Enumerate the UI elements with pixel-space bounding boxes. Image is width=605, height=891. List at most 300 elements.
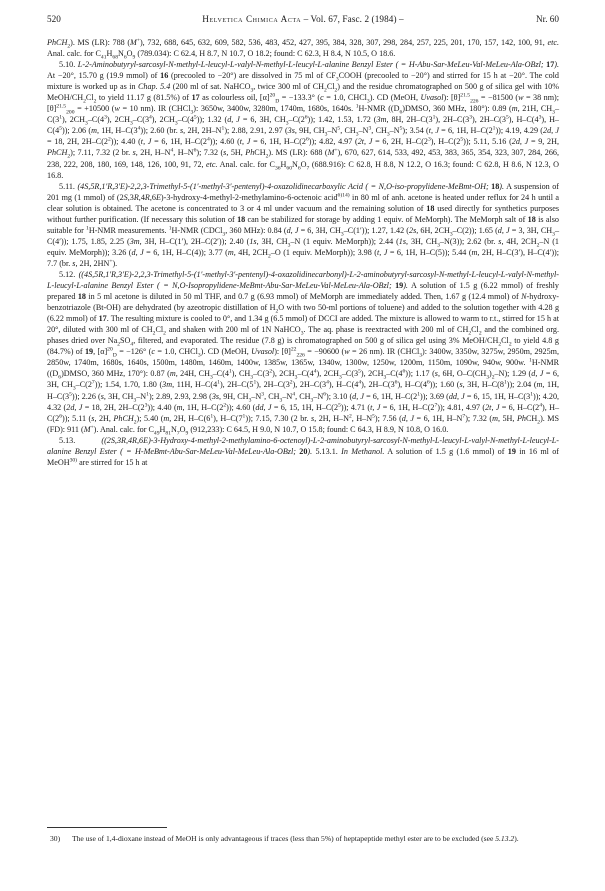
text-run: 3 <box>366 98 370 105</box>
text-run: 1 <box>492 125 496 132</box>
text-run: J <box>246 137 251 147</box>
text-run: ). <box>307 446 313 456</box>
text-run: –C(2 <box>288 115 305 125</box>
text-run: , [α] <box>93 347 108 357</box>
text-run: At −20°, 15.70 g (19.9 mmol) of <box>47 71 161 81</box>
text-run: , twice 300 ml of CH <box>253 82 325 92</box>
text-run: 3 <box>419 352 423 359</box>
text-run: 21.5 <box>460 92 471 99</box>
text-run: 2 <box>152 330 156 337</box>
text-run: = 6, 15, 1H, H–C(3 <box>464 391 531 401</box>
text-run: )); 1.42, 1.53, 1.72 ( <box>307 115 377 125</box>
text-run: 6 <box>323 390 327 397</box>
text-run: J <box>524 137 529 147</box>
text-run: 3 <box>209 375 213 382</box>
text-run: , 3H, CH <box>103 391 134 401</box>
text-run: 6)14) <box>337 191 350 198</box>
text-run: = 3, 3H, CH <box>509 225 553 235</box>
text-run: 2s <box>409 225 417 235</box>
body-text <box>47 37 559 468</box>
text-run: 2 <box>478 330 482 337</box>
text-run: J <box>78 402 83 412</box>
text-run: 2 <box>265 154 269 161</box>
text-run: 2 <box>268 253 271 260</box>
text-run: 2 <box>498 341 502 348</box>
text-run: –N <box>282 391 293 401</box>
text-run: 5 <box>338 401 341 408</box>
text-run: ), H–C(4 <box>508 115 539 125</box>
paragraph-5-12 <box>47 269 559 435</box>
text-run: 3 <box>310 397 314 404</box>
text-run: 3m <box>162 380 173 390</box>
text-run: A solution of 1.5 g (6.22 mmol) of freshly prepared <box>47 281 559 302</box>
text-run: 41 <box>100 54 107 61</box>
text-run: 2 <box>491 375 495 382</box>
text-run: ); 7.56 ( <box>374 413 402 423</box>
text-run: –C(3 <box>253 369 270 379</box>
text-run: 3 <box>300 330 304 337</box>
text-run: 3 <box>335 76 339 83</box>
text-run: –C(4 <box>212 369 229 379</box>
text-run: , 1H, H–C(2 <box>182 402 224 412</box>
text-run: 5 <box>399 125 403 132</box>
text-run: ,4 <box>138 192 145 202</box>
text-run: 6 <box>426 379 430 386</box>
text-run: ), 2H–C(3 <box>361 380 395 390</box>
text-run: , <box>143 137 148 147</box>
text-run: , 4H, 2CH <box>501 236 537 246</box>
text-run: (688.916): C 62.8, H 8.8, N 12.2, O 16.3; found: C 62.8, H 8.6, N 12.3, O 16.8. <box>47 159 559 180</box>
text-run: s <box>180 126 184 136</box>
text-run: 1 <box>210 412 214 419</box>
text-run: N <box>521 292 527 302</box>
text-run: J <box>410 413 414 423</box>
text-run: 1 <box>530 390 533 397</box>
text-run: , CH <box>264 391 280 401</box>
text-run: , 3H, CH <box>256 236 288 246</box>
text-run: 3 <box>250 87 254 94</box>
text-run: 9 <box>132 54 136 61</box>
text-run: J <box>495 402 500 412</box>
text-run: Ph <box>516 413 526 423</box>
text-run: , 3H, H–C(1′), 2H–C(2′)); 2.40 ( <box>139 236 250 246</box>
text-run: ); 5.40 ( <box>136 413 164 423</box>
text-run: . The aq. phase is reextracted with 200 ml of CH <box>303 325 469 335</box>
text-run: )); 4.71 ( <box>340 402 371 412</box>
text-run: 1 <box>168 225 172 232</box>
text-run: 3 <box>174 120 178 127</box>
text-run: 20 <box>107 346 113 353</box>
text-run: 3 <box>427 136 431 143</box>
text-run: 7 <box>462 412 466 419</box>
text-run: 5 <box>505 114 509 121</box>
text-run: t <box>239 137 243 147</box>
text-run: PhCH <box>113 413 134 423</box>
text-run: , 2H, H–N <box>135 148 171 158</box>
text-run: In Methanol. <box>341 446 385 456</box>
text-run: 4 <box>130 341 134 348</box>
text-run: 3 <box>386 132 390 138</box>
text-run: ,3 <box>127 192 134 202</box>
text-run: ), CH <box>231 369 251 379</box>
text-run: ), 2H–C(5 <box>219 380 254 390</box>
text-run: c <box>151 347 155 357</box>
text-run: and shaken with 200 ml of 1N NaHCO <box>165 325 301 335</box>
text-run: )); 5.11, 5.16 ( <box>463 137 512 147</box>
text-run: t <box>376 247 380 257</box>
text-run: 3 <box>104 114 107 121</box>
text-run: 5 <box>337 125 341 132</box>
text-run: = 6, 1H, H–C(2 <box>438 126 493 136</box>
text-run: , 1H, H–C(3 <box>96 126 138 136</box>
text-run: in 16 ml of MeOH <box>47 446 559 467</box>
text-run: ); 7.32 ( <box>196 148 224 158</box>
text-run: 18 <box>426 203 435 213</box>
text-run: and the combined org. phases dried over Na <box>47 325 559 346</box>
text-run: R <box>133 192 139 202</box>
text-run: 2 <box>133 419 137 426</box>
text-run: = 9, 2H, <box>528 137 559 147</box>
text-run: –C(3 <box>341 369 359 379</box>
text-run: ): [θ] <box>443 93 461 103</box>
text-run: + <box>136 37 140 44</box>
text-run: 2 <box>223 401 227 408</box>
text-run: (912,233): C 64.5, H 9.0, N 10.7, O 15.8; found: C 64.3, H 8.9, N 10.8, O 16.0. <box>188 424 449 434</box>
text-run: 2 <box>163 330 166 337</box>
text-run: m <box>471 247 478 257</box>
text-run: 81 <box>165 430 171 437</box>
text-run: 18 <box>527 214 536 224</box>
text-run: 18 <box>491 181 500 191</box>
text-run: )); 4.82, 4.97 ( <box>308 137 358 147</box>
text-run: s <box>459 380 463 390</box>
paragraph-ms-data <box>47 37 559 59</box>
text-run: 3 <box>538 114 542 121</box>
text-run: )DMSO, 360 MHz, 170°): 0.87 ( <box>61 369 170 379</box>
text-run: H-NMR (CDCl <box>171 225 223 235</box>
text-run: R <box>144 192 150 202</box>
text-run: 2 <box>349 412 352 419</box>
running-header <box>47 14 559 28</box>
text-run: 2 <box>67 154 71 161</box>
text-run: ); 2.88, 2.91, 2.97 ( <box>224 126 288 136</box>
text-run: m <box>492 413 498 423</box>
text-run: d <box>497 225 502 235</box>
text-run: J <box>360 391 364 401</box>
text-run: , 1H, H–C(3 <box>47 380 559 401</box>
text-run: 7 <box>434 401 438 408</box>
text-run: H-NMR ((D <box>47 358 559 379</box>
text-run: 18 <box>77 292 86 302</box>
text-run: , <box>290 225 295 235</box>
text-run: )); 4.60 ( <box>209 137 240 147</box>
text-run: ); 3.54 ( <box>402 126 429 136</box>
text-run: 3 <box>324 132 328 138</box>
text-run: s <box>434 369 438 379</box>
text-run: 9 <box>185 430 189 437</box>
text-run: d <box>286 225 291 235</box>
text-run: M <box>83 424 91 434</box>
text-run: = 6, 1H, H–C(2 <box>363 391 418 401</box>
text-run: –O (1 equiv. MeMorph)); 3.98 ( <box>270 247 377 257</box>
text-run: S <box>123 192 128 202</box>
text-run: , <box>501 225 507 235</box>
text-run: , <box>372 402 377 412</box>
text-run: , <box>364 137 369 147</box>
text-run: 3 <box>85 120 88 127</box>
text-run: 6 <box>193 147 197 154</box>
text-run: ) and the residue chromatographed on 500 g of silica gel with 10% MeOH/CH <box>47 82 559 103</box>
text-run: 5 <box>358 368 361 375</box>
text-run: , 24H, CH <box>175 369 210 379</box>
text-run: ), 2CH <box>61 115 86 125</box>
text-run: –N); 1.29 ( <box>494 369 532 379</box>
text-run: –C(4 <box>297 369 314 379</box>
text-run: ). MS (LR): 688 ( <box>268 148 328 158</box>
text-run: )); 4.81, 4.97 ( <box>437 402 486 412</box>
text-run: 1 <box>146 390 149 397</box>
text-run: –C(1′)); 1.27, 1.42 ( <box>343 225 410 235</box>
text-run: = 6, 1H, H–C(2 <box>250 137 306 147</box>
text-run: 2 <box>83 98 86 105</box>
text-run: Anal. calc. for C <box>217 159 275 169</box>
journal-title: Helvetica Chimica Acta <box>202 14 302 24</box>
text-run: , <box>135 247 141 257</box>
text-run: ((4S,5R,1′R,3′E)-2,2,3-Trimethyl-5-(1′-methyl-3′-pentenyl)-4-oxazolidinecarbonyl)-L-2-aminobutyryl-sarcosyl-N-methyl-L-leucyl-L-valyl-N-methyl-L-leucyl-L-alanine Benzyl Ester ( = N,O-Isopropylidene-MeBmt-Abu-Sar-MeLeu-Val-MeLeu-Ala-OBzl; <box>47 269 559 291</box>
text-run: ). CD (MeOH, <box>200 347 252 357</box>
text-run: ), 2CH <box>360 369 384 379</box>
text-run: 60 <box>286 165 292 172</box>
text-run: to yield 11.17 g (81.5%) of <box>96 93 192 103</box>
text-run: ), 2CH <box>316 369 340 379</box>
text-run: ,6 <box>149 192 156 202</box>
text-run: , 8H, 2H–C(3 <box>386 115 433 125</box>
text-run: 3 <box>449 231 453 238</box>
text-run: + <box>334 147 338 154</box>
text-run: , 9H, CH <box>219 391 249 401</box>
text-run: 3 <box>222 231 226 238</box>
text-run: 2 <box>334 87 338 94</box>
text-run: , 2H, 2HN <box>75 258 110 268</box>
text-run: J <box>368 137 373 147</box>
text-run: 1 <box>417 390 420 397</box>
text-run: )); 1.54, 1.70, 1.80 ( <box>94 380 163 390</box>
text-run: O <box>300 159 307 169</box>
text-run: m <box>227 247 234 257</box>
footnote-number: 30) <box>50 834 61 843</box>
text-run: ). <box>112 258 118 268</box>
text-run: 4 <box>539 401 543 408</box>
text-run: 3 <box>261 390 265 397</box>
text-run: 3 <box>469 114 473 121</box>
text-run: E <box>155 192 161 202</box>
text-run: 6 <box>59 412 62 419</box>
text-run: )); 4.40 ( <box>110 137 141 147</box>
text-run: 6 <box>304 114 308 121</box>
text-run: 1 <box>432 114 436 121</box>
text-run: c <box>320 93 324 103</box>
text-run: Ph <box>245 148 255 158</box>
text-run: 5 <box>193 114 197 121</box>
text-run: , 2H, 2H–N <box>183 126 222 136</box>
text-run: , 4H, 2CH <box>233 247 269 257</box>
text-run: O <box>126 49 133 59</box>
text-run: )); 1.60 ( <box>429 380 460 390</box>
text-run: 17 <box>98 314 107 324</box>
text-run: 6 <box>58 375 62 382</box>
text-run: = 6, 1H, H–C(4)); 3.77 ( <box>143 247 228 257</box>
text-run: d <box>401 413 406 423</box>
text-run: m <box>176 402 183 412</box>
text-run: SO <box>120 336 131 346</box>
text-run: J <box>140 247 144 257</box>
text-run: dd <box>448 391 457 401</box>
text-run: , <box>379 247 384 257</box>
paragraph-5-11 <box>47 181 559 269</box>
text-run: CH <box>525 413 538 423</box>
text-run: Anal. calc. for C <box>47 49 101 59</box>
text-run: 18 <box>237 214 246 224</box>
text-run: )); 4.20, 4.32 ( <box>47 391 560 412</box>
text-run: J <box>555 126 560 136</box>
text-run: –N <box>251 391 262 401</box>
text-run: ), 2CH <box>151 115 175 125</box>
text-run: 7 <box>176 430 180 437</box>
text-run: 3 <box>437 242 440 249</box>
text-run: ), H–C(4 <box>397 380 427 390</box>
text-run: ). <box>499 181 505 191</box>
text-run: A suspension of 201 mg (1 mmol) of (2 <box>47 181 559 202</box>
text-run: , 3H, H–C(8 <box>462 380 504 390</box>
text-run: PhCH <box>47 38 68 47</box>
text-run: 1 <box>253 379 257 386</box>
text-run: 6 <box>394 379 398 386</box>
text-run: = 6, 3H, CH <box>47 369 559 390</box>
text-run: 3m <box>376 115 387 125</box>
text-run: )); 1.32 ( <box>196 115 228 125</box>
text-run: 68 <box>112 54 118 61</box>
text-run: , 2H, H–N <box>314 413 349 423</box>
text-run: 3s <box>287 126 295 136</box>
text-run: –C(4 <box>386 369 403 379</box>
text-run: 3 <box>383 375 387 382</box>
text-run: 226 <box>470 98 479 105</box>
text-run: 3 <box>552 231 555 238</box>
text-run: 3 <box>133 397 137 404</box>
text-run: can be stabilized for storage by adding 1 equiv. of MeMorph). The MeMorph salt of <box>245 214 528 224</box>
text-run: etc. <box>547 38 559 47</box>
text-run: –N <box>313 391 324 401</box>
text-run: 2 <box>536 242 540 249</box>
text-run: ). Anal. calc. for C <box>93 424 154 434</box>
text-run: A solution of 1.5 g (1.6 mmol) of <box>384 446 508 456</box>
text-run: t <box>370 402 373 412</box>
text-run: –N (1 equiv. MeMorph)); 2.44 ( <box>290 236 399 246</box>
text-run: ), H–C(4 <box>47 115 559 136</box>
text-run: Cl <box>471 325 479 335</box>
text-run: 4 <box>206 136 210 143</box>
text-run: –N <box>136 391 147 401</box>
text-run: 6 <box>399 109 403 116</box>
text-run: 5.10. <box>59 60 78 70</box>
text-run: –N <box>358 126 369 136</box>
text-run: 2 <box>117 341 120 348</box>
text-run: , 11H, H–C(4 <box>172 380 218 390</box>
text-run: 4 <box>170 147 174 154</box>
text-run: )); 4.19, 4.29 ( <box>495 126 544 136</box>
text-run: 6 <box>297 165 301 172</box>
text-run: , 5H, <box>497 413 517 423</box>
text-run: –C(2)); 1.65 ( <box>452 225 498 235</box>
text-run: Chap. 5.4 <box>138 82 171 92</box>
text-run: ), H–C(4 <box>328 380 359 390</box>
text-run: J <box>461 391 465 401</box>
text-run: –N (1 equiv. MeMorph)); 3.26 ( <box>47 236 559 257</box>
text-run: 6 <box>305 136 309 143</box>
paragraph-5-10 <box>47 59 559 181</box>
text-run: , <box>356 391 361 401</box>
text-run: 1 <box>242 412 246 419</box>
text-run: , <box>535 369 540 379</box>
text-run: -hydroxy-benzotriazole (Bt-OH) are dehydrated (by azeotropic distillation of H <box>47 292 559 313</box>
text-run: s <box>223 148 227 158</box>
text-run: The use of 1,4-dioxane instead of MeOH is only advantageous if traces (less than 5%) of heptapeptide methyl ester are to be excluded (see <box>72 834 496 843</box>
text-run: in 80 ml of anh. acetone is heated under reflux for 24 h until a clear solution is obtained. The acetone is concentrated to 3 or 4 ml under vacuum and the remaining solution of <box>47 192 560 213</box>
text-run: 5 <box>69 390 72 397</box>
text-run: 1 <box>59 114 62 121</box>
text-run: 3 <box>552 109 555 116</box>
text-run: 19 <box>507 446 516 456</box>
text-run: 22 <box>290 346 297 353</box>
text-run: , 5H, <box>226 148 246 158</box>
text-run: ); 7.32 ( <box>465 413 493 423</box>
text-run: ). <box>514 834 519 843</box>
text-run: = 6, 1H, H–C(2 <box>151 137 207 147</box>
text-run: 4 <box>313 368 317 375</box>
text-run: 3m <box>129 236 140 246</box>
text-run: 2 <box>93 98 97 105</box>
text-run: m <box>169 369 176 379</box>
text-run: COOH (precooled to −20°) and stirred for 15 h at −20°. The cold mixture is worked up as in <box>47 71 559 92</box>
text-run: )); 5.11 ( <box>61 413 92 423</box>
text-run: 5.13. <box>59 435 102 445</box>
text-run: 3 <box>197 352 201 359</box>
text-run: m <box>163 413 170 423</box>
text-run: 1 <box>217 379 220 386</box>
text-run: = +10500 ( <box>74 104 115 114</box>
text-run: M <box>130 38 137 47</box>
text-run: = 6, 3H, CH <box>239 115 286 125</box>
text-run: , 6H, O–C(CH <box>437 369 487 379</box>
text-run: 2 <box>67 43 71 50</box>
text-run: 36 <box>274 165 281 172</box>
text-run: Cl <box>501 336 509 346</box>
text-run: 3 <box>72 386 76 393</box>
text-run: 3 <box>486 375 489 382</box>
text-run: = −133.3° ( <box>279 93 321 103</box>
text-run: = −90600 ( <box>304 347 345 357</box>
text-run: 5 <box>460 136 464 143</box>
text-run: m <box>536 380 543 390</box>
text-run: = 6, 3H, CH <box>298 225 341 235</box>
text-run: J <box>539 369 544 379</box>
text-run: 1 <box>228 368 232 375</box>
text-run: 6 <box>402 368 406 375</box>
text-run: to yield 4.8 g (84.7%) of <box>47 336 559 357</box>
text-run: 3 <box>129 120 133 127</box>
text-run: M <box>327 148 335 158</box>
text-run: = −126° ( <box>116 347 152 357</box>
